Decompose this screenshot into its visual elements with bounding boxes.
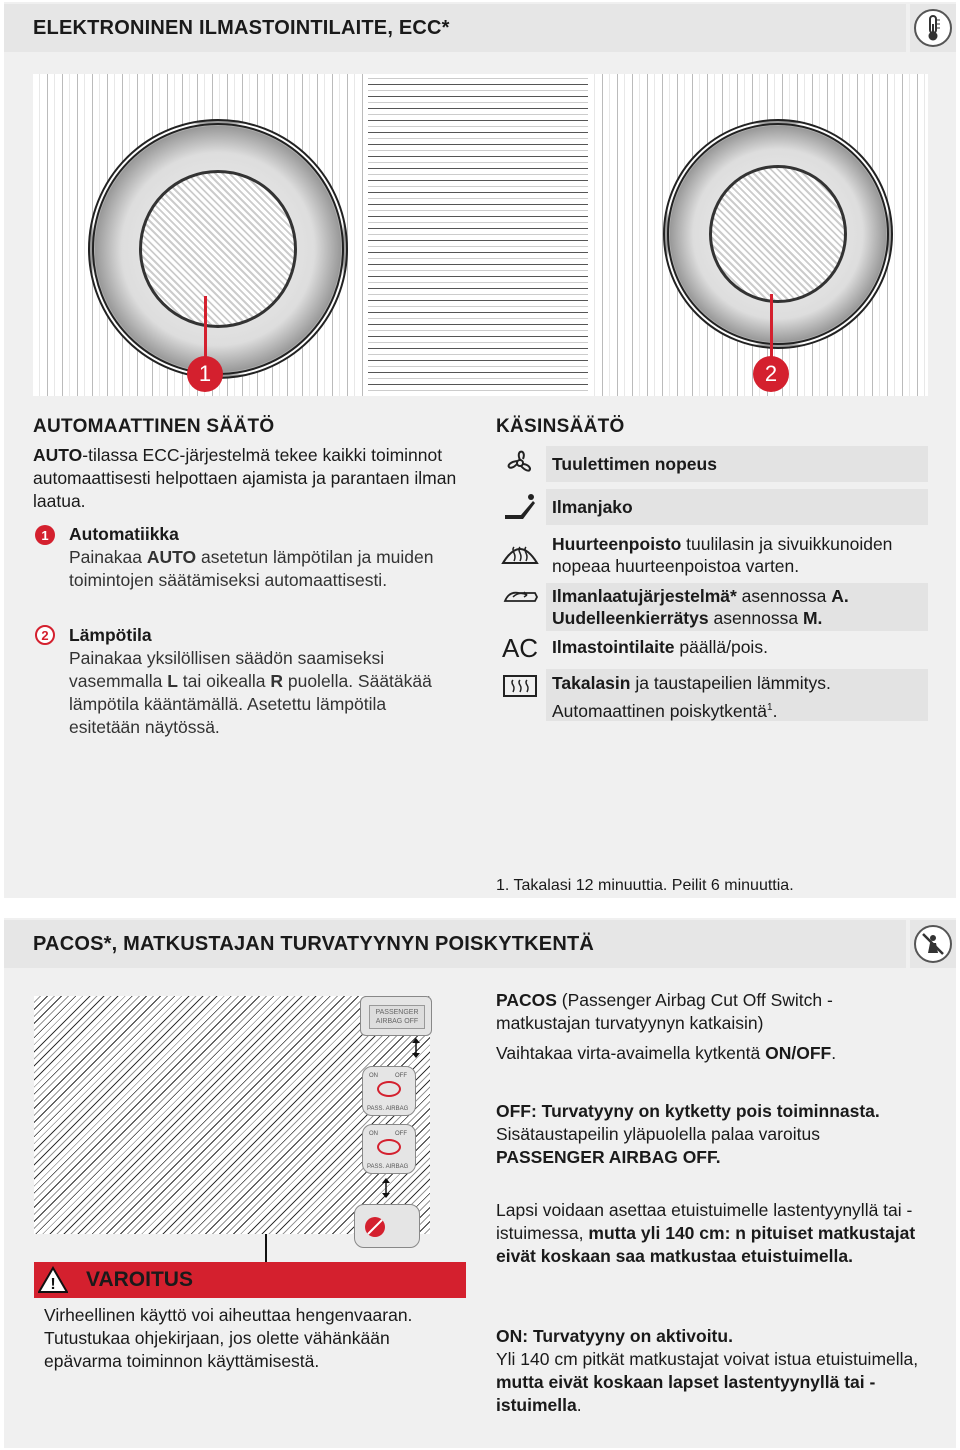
manual-row-defrost: [496, 532, 928, 578]
warning-header: [34, 1262, 466, 1298]
air-recirculation-icon: [500, 579, 540, 613]
pacos-switch-lower: [362, 1124, 416, 1174]
warning-title: VAROITUS: [86, 1268, 193, 1291]
warning-text: Virheellinen käyttö voi aiheuttaa hengenvaaran. Tutustukaa ohjekirjaan, jos olette vähänkään epävarma toiminnon käyttämisestä.: [44, 1305, 413, 1371]
switch-instr-b: .: [831, 1043, 837, 1063]
warning-body: [34, 1298, 466, 1378]
rear-defrost-text: ja taustapeilien lämmitys.: [630, 673, 831, 693]
auto-off-end: .: [772, 700, 778, 721]
ac-label: [552, 636, 768, 658]
item-1-block: [69, 523, 439, 592]
item-2-L: L: [167, 671, 178, 691]
on-text-end: .: [576, 1395, 582, 1415]
pacos-description: [496, 989, 916, 1035]
off-text-a: Sisätaustapeilin yläpuolella palaa varoitus: [496, 1124, 820, 1144]
item-2-badge: 2: [35, 625, 55, 645]
switch-instruction: [496, 1042, 916, 1065]
on-block: [496, 1325, 928, 1417]
item-1-text-bold: AUTO: [146, 547, 197, 567]
item-1-badge: 1: [35, 525, 55, 545]
climate-control-photo: [33, 74, 928, 396]
ac-bold: Ilmastointilaite: [552, 637, 675, 657]
indicator-text-2: AIRBAG OFF: [375, 1018, 419, 1025]
item-2-block: [69, 624, 454, 739]
airbag-off-symbol-panel: [354, 1204, 420, 1248]
air-quality-bold: Ilmanlaatujärjestelmä*: [552, 586, 737, 606]
auto-off-text: Automaattinen poiskytkentä: [552, 700, 767, 721]
switch-instr-bold: ON/OFF: [765, 1043, 832, 1063]
item-1-text-b: asetetun lämpötilan ja muiden toimintojen säätämiseksi automaattisesti.: [69, 547, 434, 590]
callout-1: 1: [187, 356, 223, 392]
footnote: 1. Takalasi 12 minuuttia. Peilit 6 minuuttia.: [496, 877, 794, 894]
warning-triangle-icon: [38, 1266, 68, 1294]
footnote-ref: 1: [767, 702, 773, 713]
item-1-title: Automatiikka: [69, 524, 179, 544]
seat-airflow-icon: [500, 489, 540, 523]
air-quality-text: asennossa: [736, 586, 832, 606]
defrost-bold: Huurteenpoisto: [552, 534, 682, 554]
rear-defrost-bold: Takalasin: [552, 673, 631, 693]
rear-defrost-icon: [500, 669, 540, 703]
ecc-section-title: ELEKTRONINEN ILMASTOINTILAITE, ECC*: [33, 17, 450, 39]
switch-caption: PASS. AIRBAG: [367, 1164, 409, 1170]
defrost-text: tuulilasin ja sivuikkunoiden nopeaa huurteenpoistoa varten.: [552, 534, 893, 576]
fan-label: Tuulettimen nopeus: [552, 454, 717, 474]
item-1-text: [69, 546, 439, 592]
air-quality-mode: A.: [831, 586, 849, 606]
rear-defrost-label: [552, 672, 922, 722]
switch-caption: PASS. AIRBAG: [367, 1106, 409, 1112]
manual-row-airflow: [496, 489, 928, 525]
indicator-lamp: [369, 1005, 425, 1029]
switch-off-label: OFF: [395, 1131, 407, 1137]
fan-icon: [500, 446, 540, 480]
defrost-label: [552, 533, 922, 577]
recirculation-text: asennossa: [708, 608, 803, 628]
pacos-switch-upper: [362, 1066, 416, 1116]
airbag-off-indicator: [360, 996, 432, 1036]
child-text-bold: mutta yli 140 cm: n pituiset matkustajat eivät koskaan saa matkustaa etuistuimella.: [496, 1223, 916, 1266]
airbag-disabled-icon: [363, 1215, 387, 1239]
airbag-off-icon: [914, 925, 952, 963]
double-arrow-icon: [376, 1176, 396, 1200]
indicator-text-1: PASSENGER: [375, 1009, 419, 1016]
pacos-text: (Passenger Airbag Cut Off Switch - matkustajan turvatyynyn katkaisin): [496, 990, 833, 1033]
svg-text:!: !: [50, 1276, 56, 1293]
recirculation-bold: Uudelleenkierrätys: [552, 608, 709, 628]
switch-off-label: OFF: [395, 1073, 407, 1079]
item-2-text-b: tai oikealla: [177, 671, 271, 691]
item-2-R: R: [270, 671, 283, 691]
center-panel-photo: [368, 74, 588, 396]
child-text-a: Lapsi voidaan asettaa etuistuimelle lastentyynyllä tai -istuimessa,: [496, 1200, 913, 1243]
callout-2: 2: [753, 356, 789, 392]
item-2-text-c: puolella. Säätäkää lämpötila kääntämällä. Asetettu lämpötila esitetään näytössä.: [69, 671, 432, 737]
off-heading: OFF: Turvatyyny on kytketty pois toiminnasta.: [496, 1101, 880, 1121]
item-1-text-a: Painakaa: [69, 547, 147, 567]
manual-row-recirculation: [496, 583, 928, 631]
manual-row-fan: [496, 446, 928, 482]
recirculation-mode: M.: [802, 608, 823, 628]
ecc-header-icon-box: [910, 4, 956, 52]
pacos-section-title: PACOS*, MATKUSTAJAN TURVATYYNYN POISKYTKENTÄ: [33, 933, 595, 955]
item-2-text: [69, 647, 454, 739]
pacos-bold: PACOS: [496, 990, 557, 1010]
child-seat-block: [496, 1199, 916, 1268]
auto-intro-bold: AUTO: [33, 445, 83, 465]
ac-text: päällä/pois.: [674, 637, 768, 657]
manual-heading: KÄSINSÄÄTÖ: [496, 416, 625, 437]
on-heading: ON: Turvatyyny on aktivoitu.: [496, 1326, 733, 1346]
windshield-defrost-icon: [500, 536, 540, 570]
thermometer-icon: [914, 9, 952, 47]
switch-on-label: ON: [369, 1131, 378, 1137]
temperature-dial: [663, 119, 893, 349]
airflow-label: Ilmanjako: [552, 497, 633, 517]
off-text-bold: PASSENGER AIRBAG OFF.: [496, 1147, 721, 1167]
switch-on-label: ON: [369, 1073, 378, 1079]
auto-intro-text: -tilassa ECC-järjestelmä tekee kaikki toiminnot automaattisesti helpottaen ajamista ja parantaen ilman laatua.: [33, 445, 457, 511]
off-block: [496, 1100, 916, 1169]
on-text-bold: mutta eivät koskaan lapset lastentyynyllä tai -istuimella: [496, 1372, 876, 1415]
switch-instr-a: Vaihtakaa virta-avaimella kytkentä: [496, 1043, 766, 1063]
item-2-title: Lämpötila: [69, 625, 152, 645]
pacos-header-icon-box: [910, 920, 956, 968]
manual-row-rear-defrost: [496, 669, 928, 721]
temperature-dial-center: [709, 165, 847, 303]
manual-row-ac: [496, 633, 928, 663]
switch-knob: [377, 1139, 401, 1155]
auto-dial-center: [139, 170, 297, 328]
pointer-line: [265, 1234, 267, 1264]
auto-heading: AUTOMAATTINEN SÄÄTÖ: [33, 416, 275, 437]
recirculation-label: [552, 585, 922, 629]
switch-knob: [377, 1081, 401, 1097]
double-arrow-icon: [406, 1036, 426, 1060]
item-2-text-a: Painakaa yksilöllisen säädön saamiseksi vasemmalla: [69, 648, 385, 691]
ac-icon: AC: [501, 632, 539, 663]
auto-intro: [33, 444, 473, 513]
auto-dial: [88, 119, 348, 379]
on-text-a: Yli 140 cm pitkät matkustajat voivat istua etuistuimella,: [496, 1349, 919, 1369]
